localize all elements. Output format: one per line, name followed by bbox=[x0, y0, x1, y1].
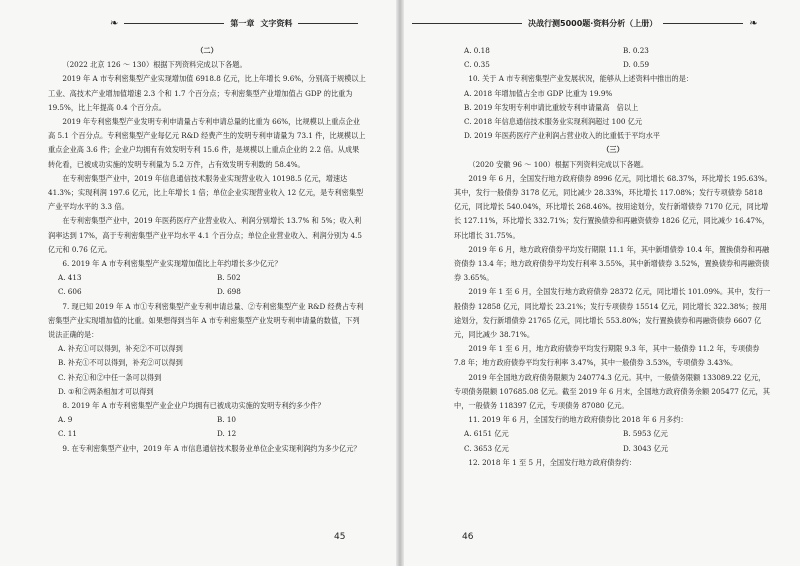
option-b: B. 2019 年发明专利申请比重较专利申请量高 倍以上 bbox=[464, 102, 639, 112]
page-number: 46 bbox=[462, 532, 474, 542]
option-c: C. 0.35 bbox=[464, 60, 490, 70]
option-a: A. 补充①可以得到，补充②不可以得到 bbox=[58, 344, 183, 354]
option-c: C. 补充①和②中任一条可以得到 bbox=[58, 372, 162, 382]
option-c: C. 606 bbox=[58, 287, 82, 297]
left-running-header bbox=[110, 16, 358, 30]
option-a: A. 6151 亿元 bbox=[464, 429, 509, 439]
question-6: 6. 2019 年 A 市专利密集型产业实现增加值比上年约增长多少亿元？ bbox=[62, 259, 282, 269]
paragraph: 2019 年 6 月，地方政府债券平均发行期限 11.1 年，其中新增债券 10.4 年，置换债券和再融资债券 13.4 年；地方政府债券平均发行利率 3.55%，其中新增债券 3.52%，置换债券和再融资债券 3.65%。 bbox=[454, 244, 770, 283]
section-intro: （2022 北京 126 ～ 130）根据下列资料完成以下各题。 bbox=[62, 60, 247, 70]
header-rule bbox=[663, 23, 743, 24]
question-7-options bbox=[48, 342, 366, 399]
header-ornament-icon: ❧ bbox=[749, 17, 758, 29]
right-running-header bbox=[412, 16, 758, 30]
question-12: 12. 2018 年 1 至 5 月，全国发行地方政府债券约： bbox=[468, 457, 636, 467]
paragraph: 2019 年全国地方政府债务限额为 240774.3 亿元。其中，一般债务限额 133089.22 亿元，专项债务限额 107685.08 亿元。截至 2019 年 6 月末，全国地方政府债务余额 205477 亿元，其中，一般债务 118397 亿元，专项债务 87080 亿元。 bbox=[454, 372, 770, 411]
header-ornament-icon: ❧ bbox=[110, 17, 119, 29]
section-intro: （2020 安徽 96 ～ 100）根据下列资料完成以下各题。 bbox=[468, 159, 649, 169]
option-c: C. 3653 亿元 bbox=[464, 443, 509, 453]
question-11-options bbox=[454, 427, 772, 455]
book-title: 决战行测5000题·资料分析（上册） bbox=[528, 18, 658, 28]
question-10: 10. 关于 A 市专利密集型产业发展状况，能够从上述资料中推出的是： bbox=[468, 74, 694, 84]
option-b: B. 502 bbox=[217, 273, 241, 283]
question-11: 11. 2019 年 6 月，全国发行的地方政府债券比 2018 年 6 月多约： bbox=[468, 415, 688, 425]
section-title: （二） bbox=[196, 46, 218, 55]
option-a: A. 0.18 bbox=[464, 46, 490, 55]
option-b: B. 补充①不可以得到，补充②可以得到 bbox=[58, 358, 183, 368]
option-c: C. 2018 年信息通信技术服务业实现利润超过 100 亿元 bbox=[464, 117, 643, 127]
option-d: D. ①和②两条相加才可以得到 bbox=[58, 386, 154, 396]
left-page bbox=[0, 0, 398, 566]
option-a: A. 9 bbox=[58, 415, 73, 425]
page-number: 45 bbox=[334, 532, 346, 542]
paragraph: 2019 年 1 至 6 月，地方政府债券平均发行期限 9.3 年，其中一般债券 11.2 年，专项债券 7.8 年；地方政府债券平均发行利率 3.47%，其中一般债券 3.53%，专项债券 3.43%。 bbox=[454, 344, 760, 368]
option-d: D. 3043 亿元 bbox=[623, 443, 669, 453]
option-c: C. 11 bbox=[58, 429, 77, 439]
chapter-label: 第一章 bbox=[230, 18, 255, 28]
right-page bbox=[402, 0, 800, 566]
option-a: A. 413 bbox=[58, 273, 82, 283]
paragraph: 2019 年 6 月，全国发行地方政府债券 8996 亿元，同比增长 68.37%，环比增长 195.63%。其中，发行一般债券 3178 亿元，同比减少 28.33%，环比增长 117.08%；发行专项债券 5818 亿元，同比增长 540.04%，环比增长 268.46%。按用途划分，发行新增债券 7170 亿元，同比增长 127.11%，环比增长 332.71%；发行置换债券和再融资债券 1826 亿元，同比减少 16.47%，环比增长 31.75%。 bbox=[454, 173, 772, 240]
question-8: 8. 2019 年 A 市专利密集型产业企业户均拥有已被成功实施的发明专利约多少件？ bbox=[62, 401, 325, 411]
paragraph: 2019 年 A 市专利密集型产业实现增加值 6918.8 亿元，比上年增长 9.6%，分别高于规模以上工业、高技术产业增加值增速 2.3 个和 1.7 个百分点；专利密集型产业增加值占 GDP 的比重为 19.5%，比上年提高 0.4 个百分点。 bbox=[48, 74, 366, 112]
option-d: D. 698 bbox=[217, 287, 241, 297]
question-10-options bbox=[454, 87, 772, 144]
paragraph: 2019 年 1 至 6 月，全国发行地方政府债券 28372 亿元，同比增长 101.09%。其中，发行一般债券 12858 亿元，同比增长 23.21%；发行专项债券 15514 亿元，同比增长 322.38%；按用途划分，发行新增债券 21765 亿元，同比增长 553.80%；发行置换债券和再融资债券 6607 亿元，同比减少 38.71%。 bbox=[454, 287, 771, 340]
chapter-title: 文字资料 bbox=[260, 18, 293, 28]
paragraph: 在专利密集型产业中，2019 年信息通信技术服务业实现营业收入 10198.5 亿元，增速达 41.3%；实现利润 197.6 亿元，比上年增长 1 倍；单位企业实现营业收入 12 亿元，是专利密集型产业平均水平的 3.3 倍。 bbox=[48, 173, 364, 212]
question-9: 9. 在专利密集型产业中，2019 年 A 市信息通信技术服务业单位企业实现利润约为多少亿元？ bbox=[62, 443, 361, 453]
option-d: D. 2019 年医药医疗产业利润占营业收入的比重低于平均水平 bbox=[464, 131, 660, 141]
question-8-options bbox=[48, 413, 366, 441]
header-rule bbox=[298, 23, 358, 24]
question-6-options bbox=[48, 271, 366, 299]
header-rule bbox=[412, 23, 522, 24]
option-b: B. 0.23 bbox=[623, 46, 649, 55]
right-content bbox=[454, 44, 772, 470]
question-7: 7. 现已知 2019 年 A 市①专利密集型产业专利申请总量、②专利密集型产业 R&D 经费占专利密集型产业实现增加值的比重。如果想得到当年 A 市专利密集型产业发明专利申请量的数值，下列说法正确的是： bbox=[48, 301, 364, 340]
question-9-options bbox=[454, 44, 772, 72]
option-a: A. 2018 年增加值占全市 GDP 比重为 19.9% bbox=[464, 88, 613, 98]
paragraph: 2019 年专利密集型产业发明专利申请量占专利申请总量的比重为 66%，比规模以上重点企业高 5.1 个百分点。专利密集型产业每亿元 R&D 经费产生的发明专利申请量为 73.1 件，比规模以上重点企业高 3.6 件；企业户均拥有有效发明专利 15.6 件，是规模以上重点企业的 2.2 倍。从成果转化看，已被成功实施的发明专利量为 5.2 万件，占有效发明专利数的 58.4%。 bbox=[48, 117, 366, 169]
paragraph: 在专利密集型产业中，2019 年医药医疗产业营业收入、利润分别增长 13.7% 和 5%；收入利润率达到 17%，高于专利密集型产业平均水平 4.1 个百分点；单位企业营业收入、利润分别为 4.5 亿元和 0.76 亿元。 bbox=[48, 216, 362, 254]
section-title: （三） bbox=[602, 145, 624, 155]
option-d: D. 12 bbox=[217, 429, 237, 439]
option-b: B. 10 bbox=[217, 415, 236, 425]
option-b: B. 5953 亿元 bbox=[623, 429, 668, 439]
option-d: D. 0.59 bbox=[623, 60, 650, 70]
header-rule bbox=[124, 23, 224, 24]
left-content bbox=[48, 44, 366, 456]
